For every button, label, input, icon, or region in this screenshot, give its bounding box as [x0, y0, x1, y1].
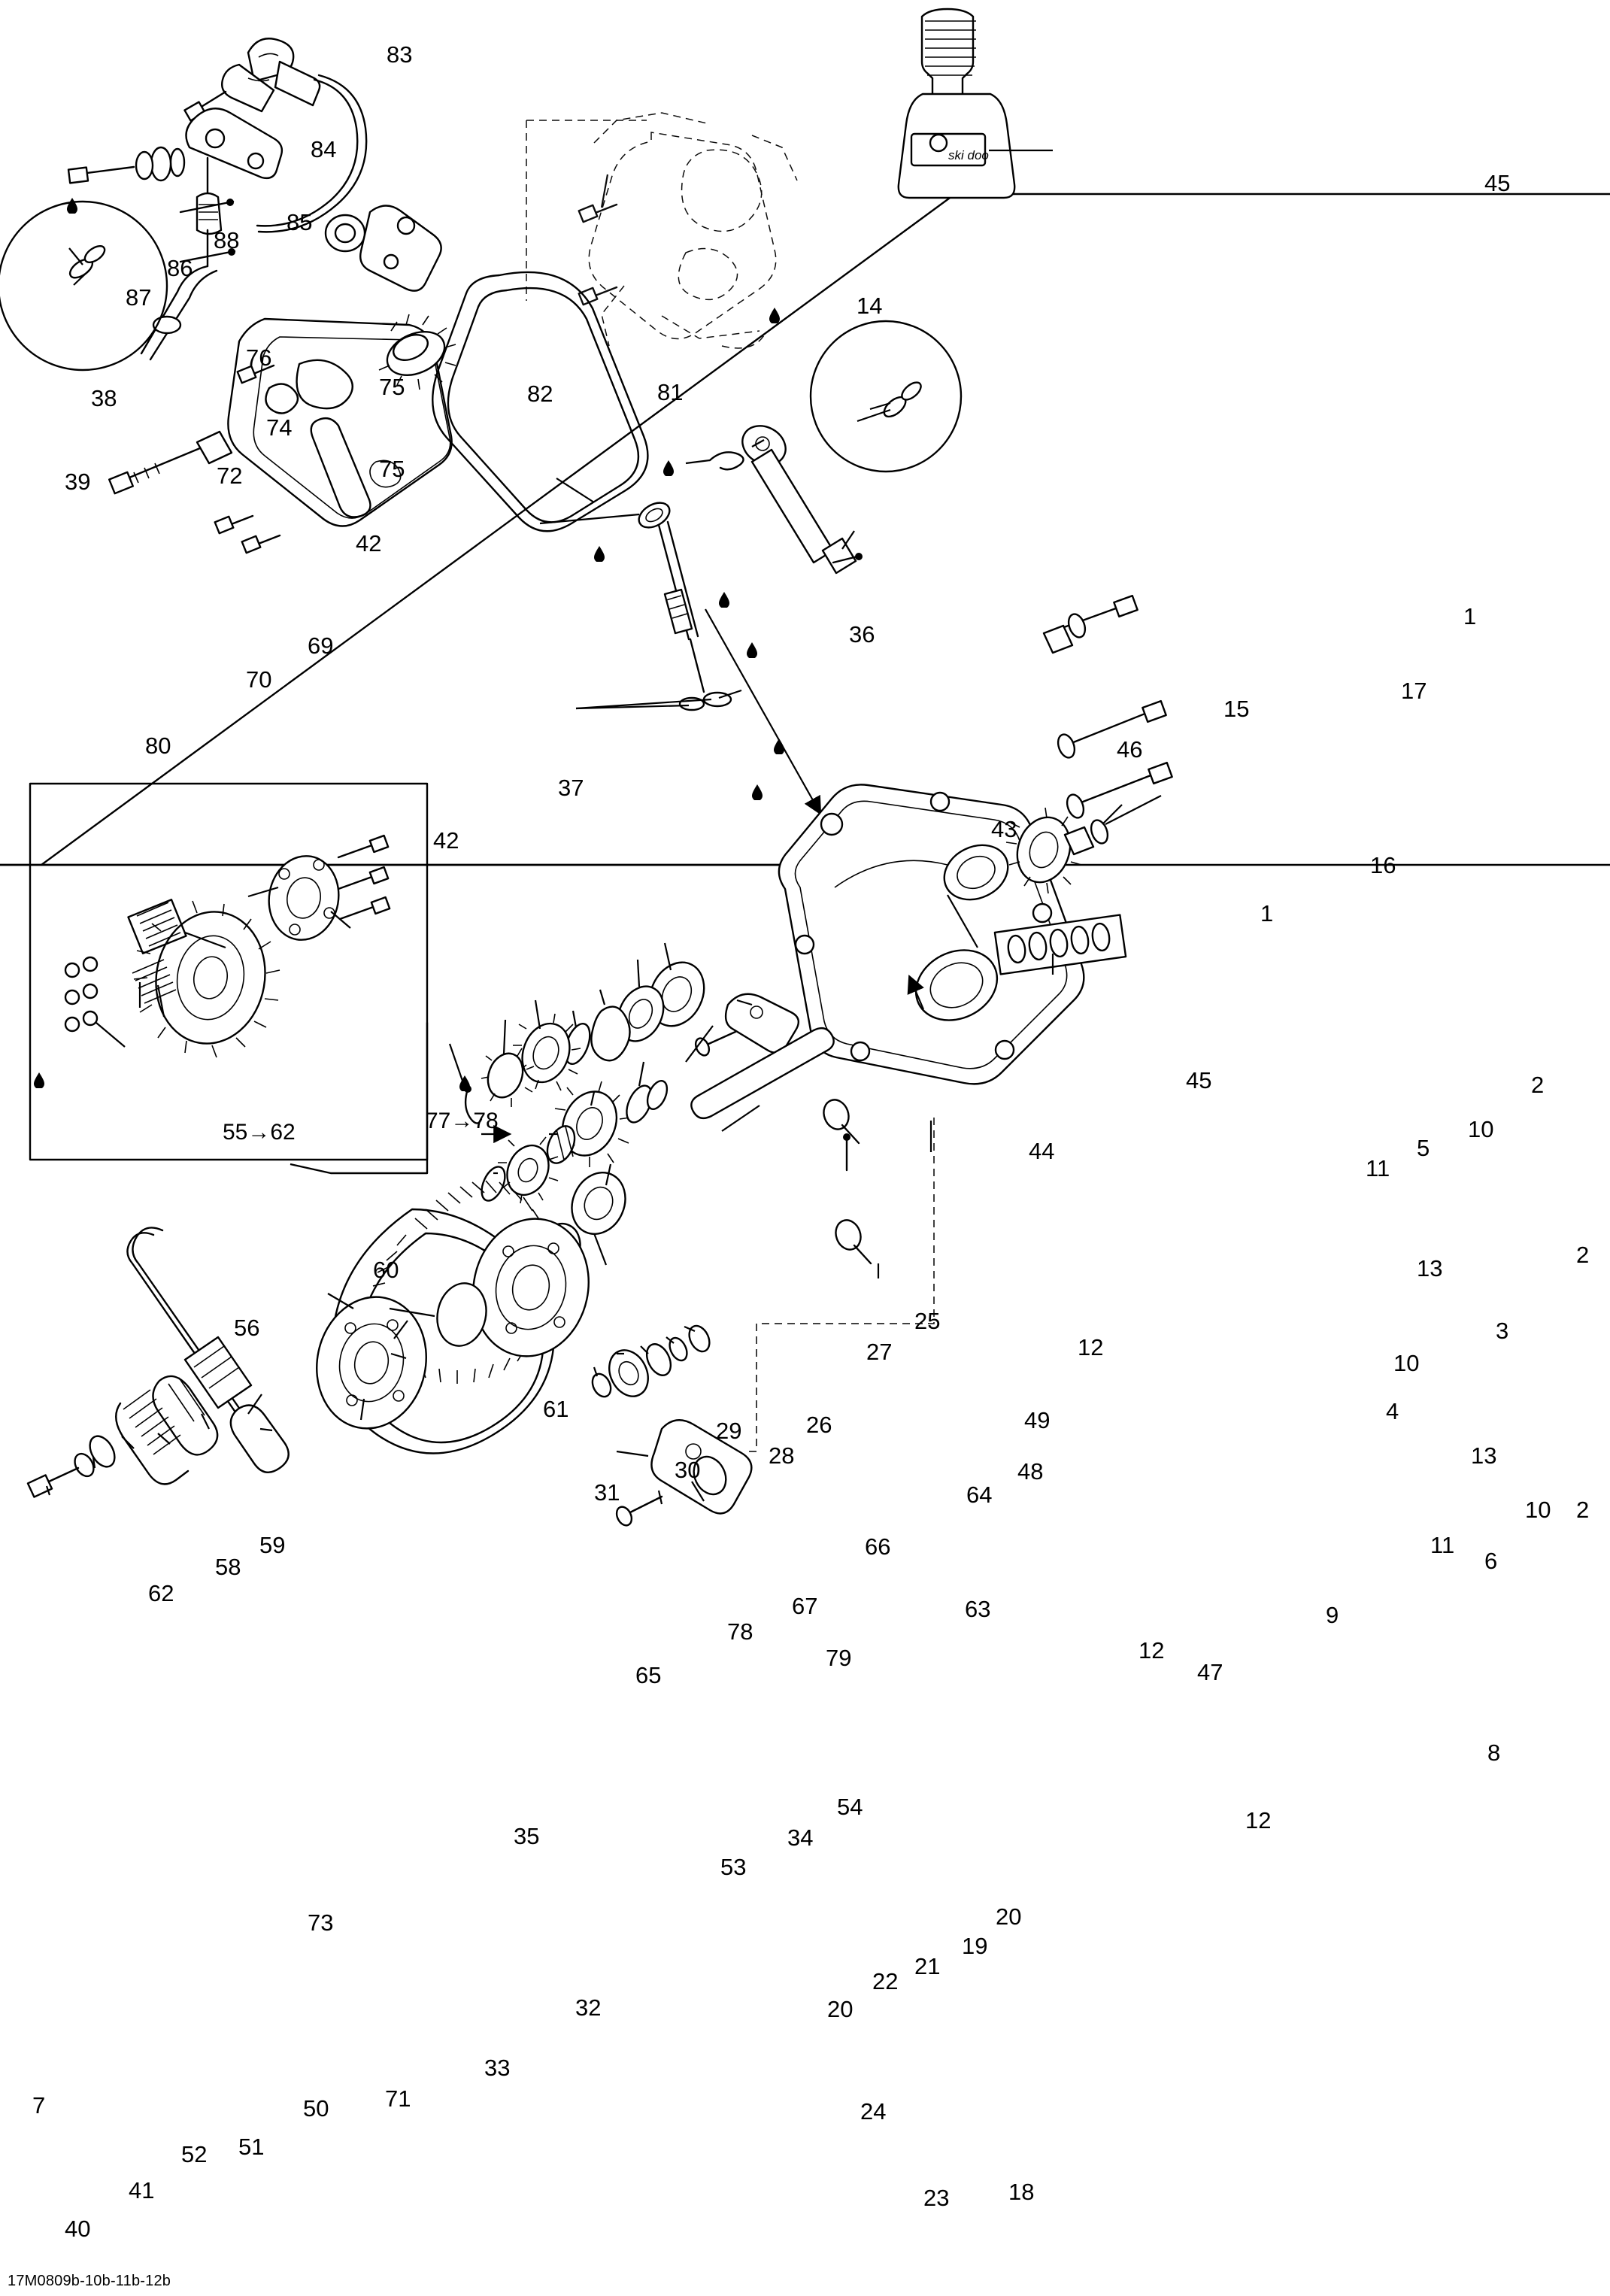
- callout-21: 21: [914, 1953, 941, 1979]
- callout-76: 76: [246, 344, 272, 371]
- callout-44: 44: [1029, 1138, 1055, 1164]
- callout-83: 83: [387, 41, 413, 68]
- callout-71: 71: [385, 2085, 411, 2112]
- callout-50: 50: [303, 2095, 329, 2122]
- callout-6: 6: [1484, 1548, 1498, 1574]
- callout-80: 80: [145, 732, 171, 759]
- callout-86: 86: [167, 255, 193, 281]
- callout-42: 42: [356, 530, 382, 557]
- callout-33: 33: [484, 2055, 511, 2081]
- oil-drop-icon: [769, 307, 781, 323]
- case-fasteners: [1044, 596, 1172, 854]
- oil-bottle: [899, 9, 1053, 198]
- callout-62: 62: [148, 1580, 174, 1606]
- callout-14: 14: [857, 293, 883, 319]
- callout-70: 70: [246, 666, 272, 693]
- callout-35: 35: [514, 1823, 540, 1849]
- callout-16: 16: [1370, 852, 1396, 878]
- pair-label-77-78: 77→78: [426, 1109, 499, 1133]
- callout-10: 10: [1525, 1497, 1551, 1523]
- callout-45: 45: [1186, 1067, 1212, 1093]
- brake-lever-group: [68, 38, 366, 359]
- callout-85: 85: [287, 209, 313, 235]
- callout-24: 24: [860, 2098, 887, 2125]
- callout-75: 75: [379, 456, 405, 482]
- oil-drop-icon: [33, 1072, 45, 1088]
- callout-43: 43: [991, 816, 1017, 842]
- callout-59: 59: [259, 1532, 286, 1558]
- oil-drop-icon: [459, 1075, 471, 1091]
- callout-36: 36: [849, 621, 875, 648]
- callout-20: 20: [827, 1996, 854, 2022]
- callout-69: 69: [308, 632, 334, 659]
- callout-53: 53: [720, 1854, 747, 1880]
- callout-30: 30: [675, 1457, 701, 1483]
- callout-12: 12: [1139, 1637, 1165, 1664]
- callout-51: 51: [238, 2134, 265, 2160]
- upper-shaft: [686, 418, 863, 573]
- callout-65: 65: [635, 1662, 662, 1688]
- callout-56: 56: [234, 1315, 260, 1341]
- callout-32: 32: [575, 1994, 602, 2021]
- callout-67: 67: [792, 1593, 818, 1619]
- callout-12: 12: [1245, 1807, 1272, 1833]
- lower-case-bolts: [756, 1096, 934, 1324]
- callout-13: 13: [1471, 1442, 1497, 1469]
- callout-87: 87: [126, 284, 152, 311]
- callout-20: 20: [996, 1903, 1022, 1930]
- callout-37: 37: [558, 775, 584, 801]
- callout-88: 88: [214, 227, 240, 253]
- callout-29: 29: [716, 1418, 742, 1444]
- group-label-55-62: 55→62: [223, 1120, 296, 1145]
- callout-1: 1: [1260, 900, 1274, 927]
- callout-42: 42: [433, 827, 459, 854]
- dipstick: [540, 498, 820, 812]
- callout-22: 22: [872, 1968, 899, 1994]
- callout-5: 5: [1417, 1135, 1430, 1161]
- callout-27: 27: [866, 1339, 893, 1365]
- oil-drop-icon: [593, 545, 605, 562]
- callout-8: 8: [1487, 1739, 1501, 1766]
- callout-25: 25: [914, 1308, 941, 1334]
- callout-41: 41: [129, 2177, 155, 2203]
- callout-15: 15: [1223, 696, 1250, 722]
- callout-2: 2: [1531, 1072, 1545, 1098]
- callout-78: 78: [727, 1618, 753, 1645]
- oil-drop-icon: [751, 784, 763, 800]
- callout-64: 64: [966, 1482, 993, 1508]
- callout-17: 17: [1401, 678, 1427, 704]
- callout-2: 2: [1576, 1242, 1590, 1268]
- callout-34: 34: [787, 1824, 814, 1851]
- callout-73: 73: [308, 1909, 334, 1936]
- callout-52: 52: [181, 2141, 208, 2167]
- callout-7: 7: [32, 2092, 46, 2119]
- callout-46: 46: [1117, 736, 1143, 763]
- callout-39: 39: [65, 469, 91, 495]
- oil-drop-icon: [662, 460, 675, 476]
- callout-48: 48: [1017, 1458, 1044, 1485]
- callout-60: 60: [373, 1257, 399, 1283]
- callout-12: 12: [1078, 1334, 1104, 1360]
- callout-74: 74: [266, 414, 293, 441]
- callout-49: 49: [1024, 1407, 1051, 1433]
- callout-19: 19: [962, 1933, 988, 1959]
- inset-1-17: [811, 321, 961, 472]
- callout-66: 66: [865, 1533, 891, 1560]
- callout-58: 58: [215, 1554, 241, 1580]
- callout-79: 79: [826, 1645, 852, 1671]
- callout-1: 1: [1463, 603, 1477, 629]
- callout-26: 26: [806, 1412, 832, 1438]
- callout-11: 11: [1430, 1532, 1455, 1558]
- callout-47: 47: [1197, 1659, 1223, 1685]
- drawing-code: 17M0809b-10b-11b-12b: [8, 2273, 171, 2289]
- callout-18: 18: [1008, 2179, 1035, 2205]
- callout-31: 31: [594, 1479, 620, 1506]
- callout-61: 61: [543, 1396, 569, 1422]
- callout-38: 38: [91, 385, 117, 411]
- callout-13: 13: [1417, 1255, 1443, 1281]
- callout-82: 82: [527, 381, 553, 407]
- callout-23: 23: [923, 2185, 950, 2211]
- bracket-81-82: [326, 205, 441, 290]
- callout-72: 72: [217, 463, 243, 489]
- callout-54: 54: [837, 1794, 863, 1820]
- callout-40: 40: [65, 2216, 91, 2242]
- callout-3: 3: [1496, 1318, 1509, 1344]
- oil-drop-icon: [773, 738, 785, 754]
- chain-assembly: [28, 1181, 601, 1497]
- oil-drop-icon: [66, 197, 78, 214]
- oil-drop-icon: [718, 591, 730, 608]
- callout-2: 2: [1576, 1497, 1590, 1523]
- callout-81: 81: [657, 379, 684, 405]
- oil-drop-icon: [746, 641, 758, 658]
- callout-4: 4: [1386, 1398, 1399, 1424]
- callout-10: 10: [1393, 1350, 1420, 1376]
- callout-11: 11: [1366, 1155, 1390, 1181]
- engine-phantom: [526, 113, 797, 348]
- callout-75: 75: [379, 374, 405, 400]
- callout-84: 84: [311, 136, 337, 162]
- callout-10: 10: [1468, 1116, 1494, 1142]
- subassembly-box: [30, 784, 427, 1173]
- callout-28: 28: [769, 1442, 795, 1469]
- callout-9: 9: [1326, 1602, 1339, 1628]
- callout-63: 63: [965, 1596, 991, 1622]
- svg-text:ski doo: ski doo: [948, 148, 989, 162]
- callout-45: 45: [1484, 170, 1511, 196]
